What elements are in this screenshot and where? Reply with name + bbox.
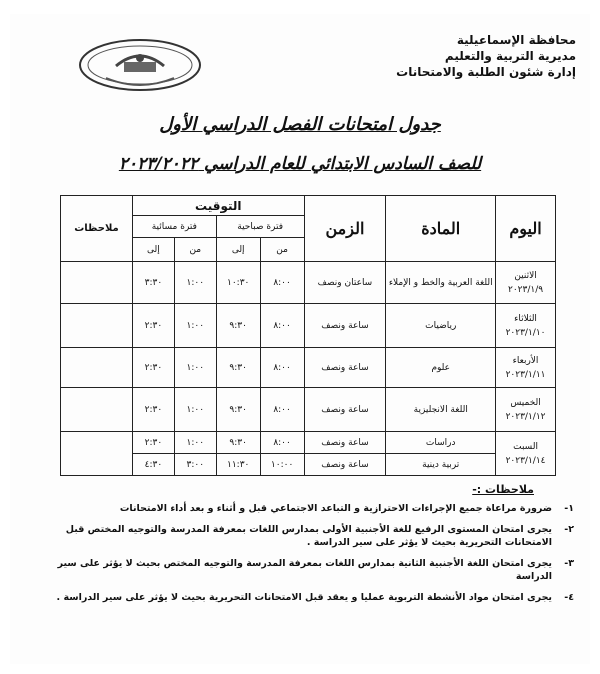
table-row [61,348,556,388]
duration-cell: ساعة ونصف [304,304,386,348]
table-row [61,388,556,432]
day-name: الثلاثاء [514,313,537,324]
notes-heading: ملاحظات :- [472,483,534,496]
notes-list [32,502,574,612]
table-row [61,454,556,476]
duration-cell: ساعة ونصف [304,454,386,476]
day-date: ٢٠٢٣/١/١١ [505,369,546,380]
header-evening: فترة مسائية [132,216,216,238]
note-number: ٤- [564,592,574,603]
header-timing: التوقيت [132,196,304,216]
morning-from-cell: ٨:٠٠ [260,262,304,304]
note-text: يجرى امتحان اللغة الأجنبية الثانية بمدارس اللغات بمعرفة المدرسة والتوجيه المختص بحيث لا يؤثر على سير الدراسة [57,558,552,582]
day-name: الأربعاء [512,355,539,366]
morning-to-cell: ٩:٣٠ [216,348,260,388]
day-date: ٢٠٢٣/١/١٤ [505,455,546,466]
table-row [61,262,556,304]
evening-from-cell: ١:٠٠ [174,432,216,454]
table-row [61,432,556,454]
morning-to-cell: ١٠:٣٠ [216,262,260,304]
morning-to-cell: ١١:٣٠ [216,454,260,476]
header-to: إلى [132,238,174,262]
duration-cell: ساعتان ونصف [304,262,386,304]
day-name: الخميس [510,397,541,408]
list-item [32,557,574,583]
day-cell [496,304,556,348]
day-date: ٢٠٢٣/١/١٠ [505,327,546,338]
header-day: اليوم [496,196,556,262]
subject-cell: اللغة العربية والخط و الإملاء [386,262,496,304]
list-item [32,502,574,515]
morning-from-cell: ٨:٠٠ [260,388,304,432]
note-number: ١- [564,503,574,514]
subject-cell: علوم [386,348,496,388]
subject-cell: تربية دينية [386,454,496,476]
notes-cell [61,262,133,304]
evening-from-cell: ١:٠٠ [174,304,216,348]
notes-cell [61,348,133,388]
day-date: ٢٠٢٣/١/١٢ [505,411,546,422]
evening-to-cell: ٣:٣٠ [132,262,174,304]
note-text: ضرورة مراعاة جميع الإجراءات الاحترازية و التباعد الاجتماعي قبل و أثناء و بعد أداء الامتحانات [119,503,552,514]
evening-to-cell: ٢:٣٠ [132,348,174,388]
header-duration: الزمن [304,196,386,262]
note-text: يجرى امتحان مواد الأنشطة التربوية عمليا و يعقد قبل الامتحانات التحريرية بحيث لا يؤثر على سير الدراسة . [56,592,552,603]
exam-schedule-table [60,195,556,476]
subject-cell: اللغة الانجليزية [386,388,496,432]
header-from: من [174,238,216,262]
day-cell [496,432,556,476]
note-number: ٢- [564,524,574,535]
duration-cell: ساعة ونصف [304,432,386,454]
morning-from-cell: ١٠:٠٠ [260,454,304,476]
subject-cell: رياضيات [386,304,496,348]
evening-from-cell: ١:٠٠ [174,262,216,304]
notes-cell [61,304,133,348]
evening-from-cell: ٣:٠٠ [174,454,216,476]
notes-cell [61,432,133,476]
evening-to-cell: ٢:٣٠ [132,432,174,454]
morning-to-cell: ٩:٣٠ [216,304,260,348]
day-name: السبت [513,441,538,452]
subject-cell: دراسات [386,432,496,454]
header-subject: المادة [386,196,496,262]
evening-from-cell: ١:٠٠ [174,388,216,432]
governorate-name: محافظة الإسماعيلية [456,33,576,47]
day-cell [496,388,556,432]
note-text: يجرى امتحان المستوى الرفيع للغة الأجنبية الأولى بمدارس اللغات بمعرفة المدرسة والتوجيه المختص قبل الامتحانات التحريرية بحيث لا يؤثر على سير الدراسة . [65,524,552,548]
morning-from-cell: ٨:٠٠ [260,432,304,454]
document-subtitle: للصف السادس الابتدائي للعام الدراسي ٢٠٢٣/٢٠٢٢ [118,154,482,174]
list-item [32,591,574,604]
department-name: إدارة شئون الطلبة والامتحانات [396,65,576,79]
header-from: من [260,238,304,262]
duration-cell: ساعة ونصف [304,388,386,432]
header-notes: ملاحظات [61,196,133,262]
ministry-logo [76,36,204,94]
morning-to-cell: ٩:٣٠ [216,388,260,432]
morning-from-cell: ٨:٠٠ [260,348,304,388]
list-item [32,523,574,549]
document-title: جدول امتحانات الفصل الدراسي الأول [159,114,441,135]
directorate-name: مديرية التربية والتعليم [444,49,576,63]
evening-to-cell: ٤:٣٠ [132,454,174,476]
evening-to-cell: ٢:٣٠ [132,388,174,432]
header-to: إلى [216,238,260,262]
note-number: ٣- [564,558,574,569]
notes-cell [61,388,133,432]
morning-from-cell: ٨:٠٠ [260,304,304,348]
evening-to-cell: ٢:٣٠ [132,304,174,348]
document-page [10,14,590,664]
header-morning: فترة صباحية [216,216,304,238]
letterhead [396,32,576,80]
duration-cell: ساعة ونصف [304,348,386,388]
day-name: الاثنين [514,270,537,281]
day-cell [496,262,556,304]
day-cell [496,348,556,388]
day-date: ٢٠٢٣/١/٩ [508,284,544,295]
evening-from-cell: ١:٠٠ [174,348,216,388]
table-row [61,304,556,348]
morning-to-cell: ٩:٣٠ [216,432,260,454]
